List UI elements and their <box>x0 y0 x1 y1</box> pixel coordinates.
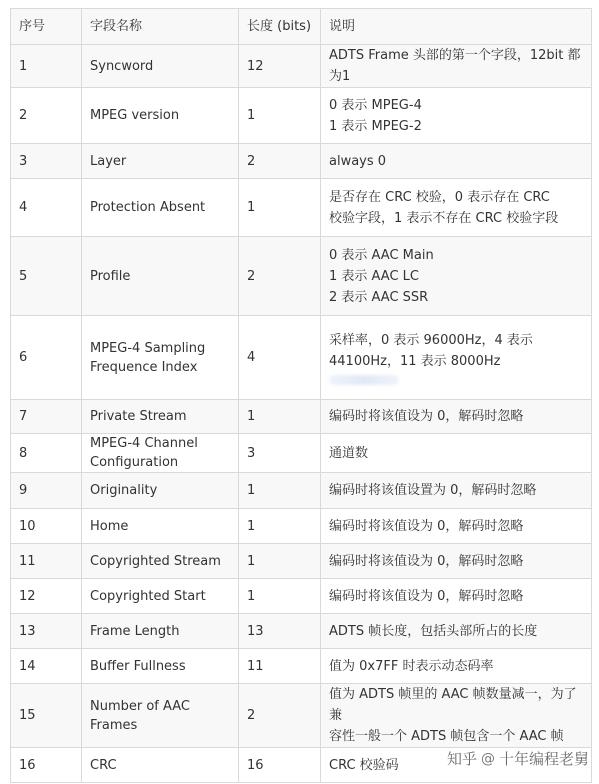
cell-length-bits: 11 <box>239 649 321 684</box>
cell-field-name <box>82 316 239 400</box>
cell-length-bits: 1 <box>239 473 321 509</box>
cell-index: 10 <box>11 509 82 544</box>
cell-index: 14 <box>11 649 82 684</box>
cell-field-name <box>82 509 239 544</box>
field-name-line: Protection Absent <box>90 200 206 215</box>
cell-index: 11 <box>11 544 82 579</box>
cell-index: 13 <box>11 614 82 649</box>
cell-description <box>321 144 592 179</box>
cell-field-name <box>82 748 239 783</box>
cell-field-name <box>82 684 239 748</box>
zhihu-watermark <box>447 748 589 769</box>
table-header-row <box>11 9 592 45</box>
field-name-line: MPEG version <box>90 108 180 123</box>
cell-description <box>321 509 592 544</box>
cell-length-bits: 1 <box>239 88 321 144</box>
cell-index: 3 <box>11 144 82 179</box>
blurred-watermark-mark <box>329 375 399 385</box>
description-line: 值为 0x7FF 时表示动态码率 <box>329 658 494 674</box>
adts-header-table-container <box>10 8 591 783</box>
field-name-line: Frame Length <box>90 623 180 639</box>
header-field-name: 字段名称 <box>82 9 239 45</box>
field-name-line: Layer <box>90 153 127 169</box>
cell-description <box>321 434 592 473</box>
table-row <box>11 614 592 649</box>
cell-description <box>321 45 592 88</box>
header-length-bits: 长度 (bits) <box>239 9 321 45</box>
table-row <box>11 237 592 316</box>
cell-length-bits: 1 <box>239 579 321 614</box>
description-line: 采样率，0 表示 96000Hz，4 表示 <box>329 333 533 348</box>
header-index: 序号 <box>11 9 82 45</box>
cell-description <box>321 649 592 684</box>
cell-index: 4 <box>11 179 82 237</box>
table-row <box>11 316 592 400</box>
field-name-line: Copyrighted Stream <box>90 553 221 569</box>
cell-field-name <box>82 237 239 316</box>
field-name-line: Configuration <box>90 455 179 470</box>
cell-index: 12 <box>11 579 82 614</box>
description-line: 1 表示 AAC LC <box>329 268 419 284</box>
field-name-line: Frequence Index <box>90 359 198 375</box>
field-name-line: Number of AAC Frames <box>90 698 191 733</box>
field-name-line: Buffer Fullness <box>90 658 186 674</box>
cell-length-bits: 1 <box>239 179 321 237</box>
field-name-line: Syncword <box>90 58 154 74</box>
field-name-line: Private Stream <box>90 409 187 424</box>
cell-field-name <box>82 400 239 434</box>
table-row <box>11 579 592 614</box>
table-row <box>11 434 592 473</box>
description-line: 是否存在 CRC 校验，0 表示存在 CRC <box>329 189 550 205</box>
cell-description <box>321 473 592 509</box>
description-line: 编码时将该值设置为 0，解码时忽略 <box>329 483 537 498</box>
cell-index: 15 <box>11 684 82 748</box>
cell-field-name <box>82 649 239 684</box>
description-line: 44100Hz，11 表示 8000Hz <box>329 354 501 369</box>
table-row <box>11 179 592 237</box>
description-line: 校验字段，1 表示不存在 CRC 校验字段 <box>329 210 559 226</box>
cell-field-name <box>82 45 239 88</box>
cell-description <box>321 544 592 579</box>
field-name-line: Profile <box>90 268 131 284</box>
cell-length-bits: 3 <box>239 434 321 473</box>
cell-length-bits: 13 <box>239 614 321 649</box>
description-line: ADTS Frame 头部的第一个字段，12bit 都为1 <box>329 48 581 84</box>
cell-field-name <box>82 88 239 144</box>
field-name-line: Home <box>90 518 129 534</box>
field-name-line: Copyrighted Start <box>90 588 206 604</box>
table-row <box>11 400 592 434</box>
description-line: always 0 <box>329 153 387 169</box>
table-row <box>11 473 592 509</box>
cell-index: 7 <box>11 400 82 434</box>
cell-length-bits: 1 <box>239 400 321 434</box>
table-body <box>11 45 592 783</box>
description-line: CRC 校验码 <box>329 757 399 773</box>
table-row <box>11 144 592 179</box>
cell-field-name <box>82 179 239 237</box>
description-line: 编码时将该值设为 0，解码时忽略 <box>329 518 524 534</box>
cell-index: 16 <box>11 748 82 783</box>
description-line: ADTS 帧长度，包括头部所占的长度 <box>329 623 538 639</box>
description-line: 编码时将该值设为 0，解码时忽略 <box>329 409 524 424</box>
cell-index: 9 <box>11 473 82 509</box>
at-icon: @ <box>480 750 495 767</box>
table-row <box>11 88 592 144</box>
table-row <box>11 684 592 748</box>
table-row <box>11 45 592 88</box>
cell-description <box>321 684 592 748</box>
description-line: 值为 ADTS 帧里的 AAC 帧数量减一，为了兼 <box>329 687 577 723</box>
table-row <box>11 544 592 579</box>
adts-header-table <box>10 8 592 783</box>
table-row <box>11 649 592 684</box>
table-header <box>11 9 592 45</box>
cell-field-name <box>82 434 239 473</box>
description-line: 通道数 <box>329 445 369 461</box>
cell-index: 1 <box>11 45 82 88</box>
cell-description <box>321 88 592 144</box>
cell-description <box>321 179 592 237</box>
description-line: 0 表示 AAC Main <box>329 247 434 263</box>
cell-description <box>321 316 592 400</box>
description-line: 2 表示 AAC SSR <box>329 289 429 305</box>
cell-field-name <box>82 579 239 614</box>
cell-index: 5 <box>11 237 82 316</box>
cell-index: 2 <box>11 88 82 144</box>
cell-length-bits: 16 <box>239 748 321 783</box>
field-name-line: MPEG-4 Sampling <box>90 340 206 356</box>
watermark-author: 十年编程老舅 <box>498 750 589 768</box>
cell-length-bits: 2 <box>239 237 321 316</box>
cell-length-bits: 2 <box>239 684 321 748</box>
cell-index: 6 <box>11 316 82 400</box>
cell-length-bits: 4 <box>239 316 321 400</box>
watermark-site: 知乎 <box>446 750 477 768</box>
cell-field-name <box>82 473 239 509</box>
description-line: 容性一般一个 ADTS 帧包含一个 AAC 帧 <box>329 729 564 744</box>
cell-description <box>321 579 592 614</box>
field-name-line: Originality <box>90 483 158 498</box>
cell-field-name <box>82 544 239 579</box>
cell-description <box>321 400 592 434</box>
cell-index: 8 <box>11 434 82 473</box>
header-description: 说明 <box>321 9 592 45</box>
description-line: 0 表示 MPEG-4 <box>329 97 422 113</box>
field-name-line: MPEG-4 Channel <box>90 436 198 451</box>
cell-description <box>321 614 592 649</box>
table-row <box>11 509 592 544</box>
cell-description <box>321 237 592 316</box>
field-name-line: CRC <box>90 757 117 773</box>
cell-length-bits: 12 <box>239 45 321 88</box>
description-line: 编码时将该值设为 0，解码时忽略 <box>329 588 524 604</box>
cell-field-name <box>82 614 239 649</box>
cell-length-bits: 1 <box>239 544 321 579</box>
description-line: 1 表示 MPEG-2 <box>329 118 422 134</box>
description-line: 编码时将该值设为 0，解码时忽略 <box>329 553 524 569</box>
cell-length-bits: 2 <box>239 144 321 179</box>
cell-field-name <box>82 144 239 179</box>
cell-length-bits: 1 <box>239 509 321 544</box>
